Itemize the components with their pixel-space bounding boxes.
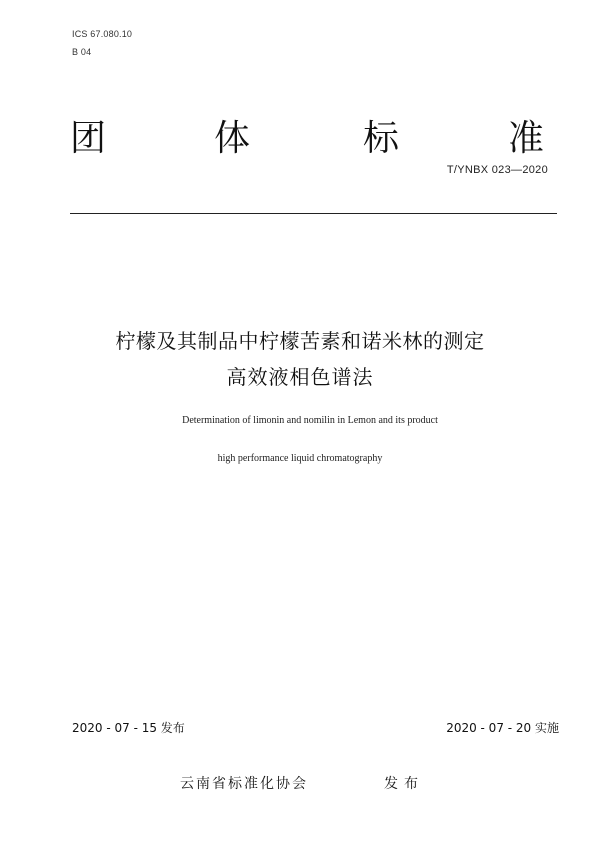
title-chinese-line-1: 柠檬及其制品中柠檬苦素和诺米林的测定 [115, 329, 485, 353]
standard-type-char: 团 [70, 118, 107, 159]
standard-type-char: 标 [363, 118, 400, 159]
standard-type-char: 准 [508, 118, 545, 159]
implement-date: 2020 - 07 - 20 实施 [446, 721, 559, 735]
publish-date: 2020 - 07 - 15 发布 [72, 721, 185, 735]
title-chinese-line-2: 高效液相色谱法 [226, 365, 374, 389]
ccs-code: B 04 [72, 47, 92, 57]
title-english-line-2: high performance liquid chromatography [217, 453, 383, 464]
issuer-action: 发布 [384, 776, 424, 792]
header-divider [70, 213, 557, 214]
ics-code: ICS 67.080.10 [72, 29, 133, 39]
issuer-name: 云南省标准化协会 [180, 776, 308, 792]
standard-type-char: 体 [214, 118, 251, 159]
title-english-line-1: Determination of limonin and nomilin in Lemon and its product [182, 415, 438, 426]
standard-code: T/YNBX 023—2020 [446, 164, 548, 176]
